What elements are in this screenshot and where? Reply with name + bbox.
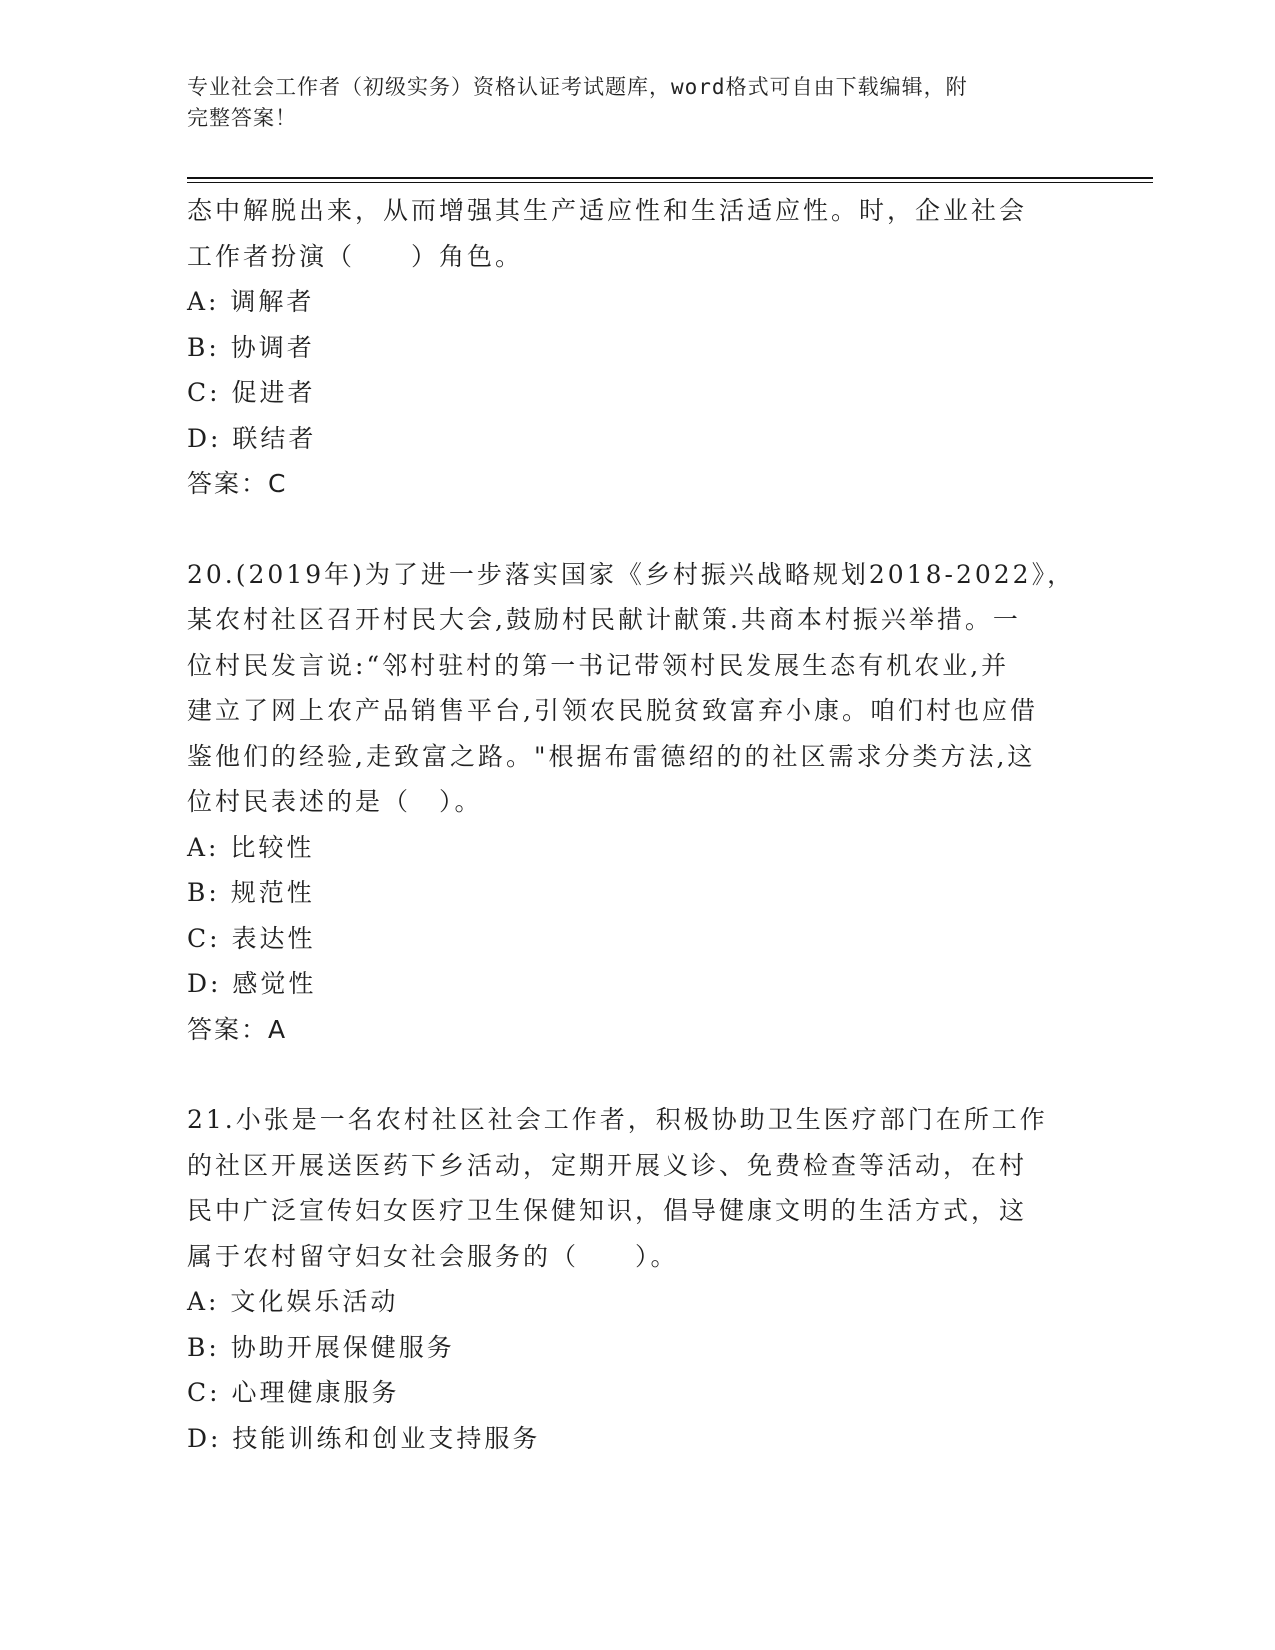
question-stem-line: 的社区开展送医药下乡活动，定期开展义诊、免费检查等活动，在村 xyxy=(187,1150,1028,1180)
question-stem-line: 位村民表述的是（ ）。 xyxy=(187,787,483,816)
spacer xyxy=(187,1052,1087,1097)
question-stem-line: 鉴他们的经验,走致富之路。"根据布雷德绍的的社区需求分类方法,这 xyxy=(187,741,1036,771)
header-divider-thick xyxy=(187,177,1153,179)
option-c: C: 促进者 xyxy=(187,378,316,407)
question-stem-line: 建立了网上农产品销售平台,引领农民脱贫致富弃小康。咱们村也应借 xyxy=(187,696,1038,725)
question-20 xyxy=(187,552,1087,1053)
spacer xyxy=(187,507,1087,552)
option-c: C: 心理健康服务 xyxy=(187,1378,400,1407)
option-d: D: 感觉性 xyxy=(187,969,317,998)
option-b: B: 协调者 xyxy=(187,332,315,362)
question-stem-line: 位村民发言说:“邻村驻村的第一书记带领村民发展生态有机农业,并 xyxy=(187,650,1010,680)
question-stem-line: 21.小张是一名农村社区社会工作者，积极协助卫生医疗部门在所工作 xyxy=(187,1105,1048,1134)
question-21 xyxy=(187,1097,1087,1461)
question-stem-line: 民中广泛宣传妇女医疗卫生保健知识，倡导健康文明的生活方式，这 xyxy=(187,1196,1028,1225)
option-a: A: 文化娱乐活动 xyxy=(187,1287,399,1316)
option-b: B: 规范性 xyxy=(187,878,315,907)
answer: 答案：A xyxy=(187,1014,288,1044)
option-a: A: 比较性 xyxy=(187,832,315,862)
header-divider-thin xyxy=(187,182,1153,183)
header-line-2: 完整答案！ xyxy=(187,106,297,130)
option-c: C: 表达性 xyxy=(187,923,316,953)
document-body xyxy=(187,188,1087,1461)
document-header xyxy=(187,72,1087,134)
question-stem-line: 20.(2019年)为了进一步落实国家《乡村振兴战略规划2018-2022》， xyxy=(187,559,1076,589)
option-d: D: 技能训练和创业支持服务 xyxy=(187,1423,541,1453)
question-stem-line: 某农村社区召开村民大会,鼓励村民献计献策.共商本村振兴举措。一 xyxy=(187,605,1021,634)
header-line-1: 专业社会工作者（初级实务）资格认证考试题库，word格式可自由下载编辑，附 xyxy=(187,75,968,99)
option-b: B: 协助开展保健服务 xyxy=(187,1332,455,1362)
question-stem-line: 工作者扮演（ ）角色。 xyxy=(187,241,524,271)
option-d: D: 联结者 xyxy=(187,423,317,453)
option-a: A: 调解者 xyxy=(187,287,315,316)
question-stem-line: 态中解脱出来，从而增强其生产适应性和生活适应性。时，企业社会 xyxy=(187,196,1028,225)
question-stem-line: 属于农村留守妇女社会服务的（ ）。 xyxy=(187,1241,679,1271)
answer: 答案：C xyxy=(187,469,288,498)
question-19 xyxy=(187,188,1087,507)
